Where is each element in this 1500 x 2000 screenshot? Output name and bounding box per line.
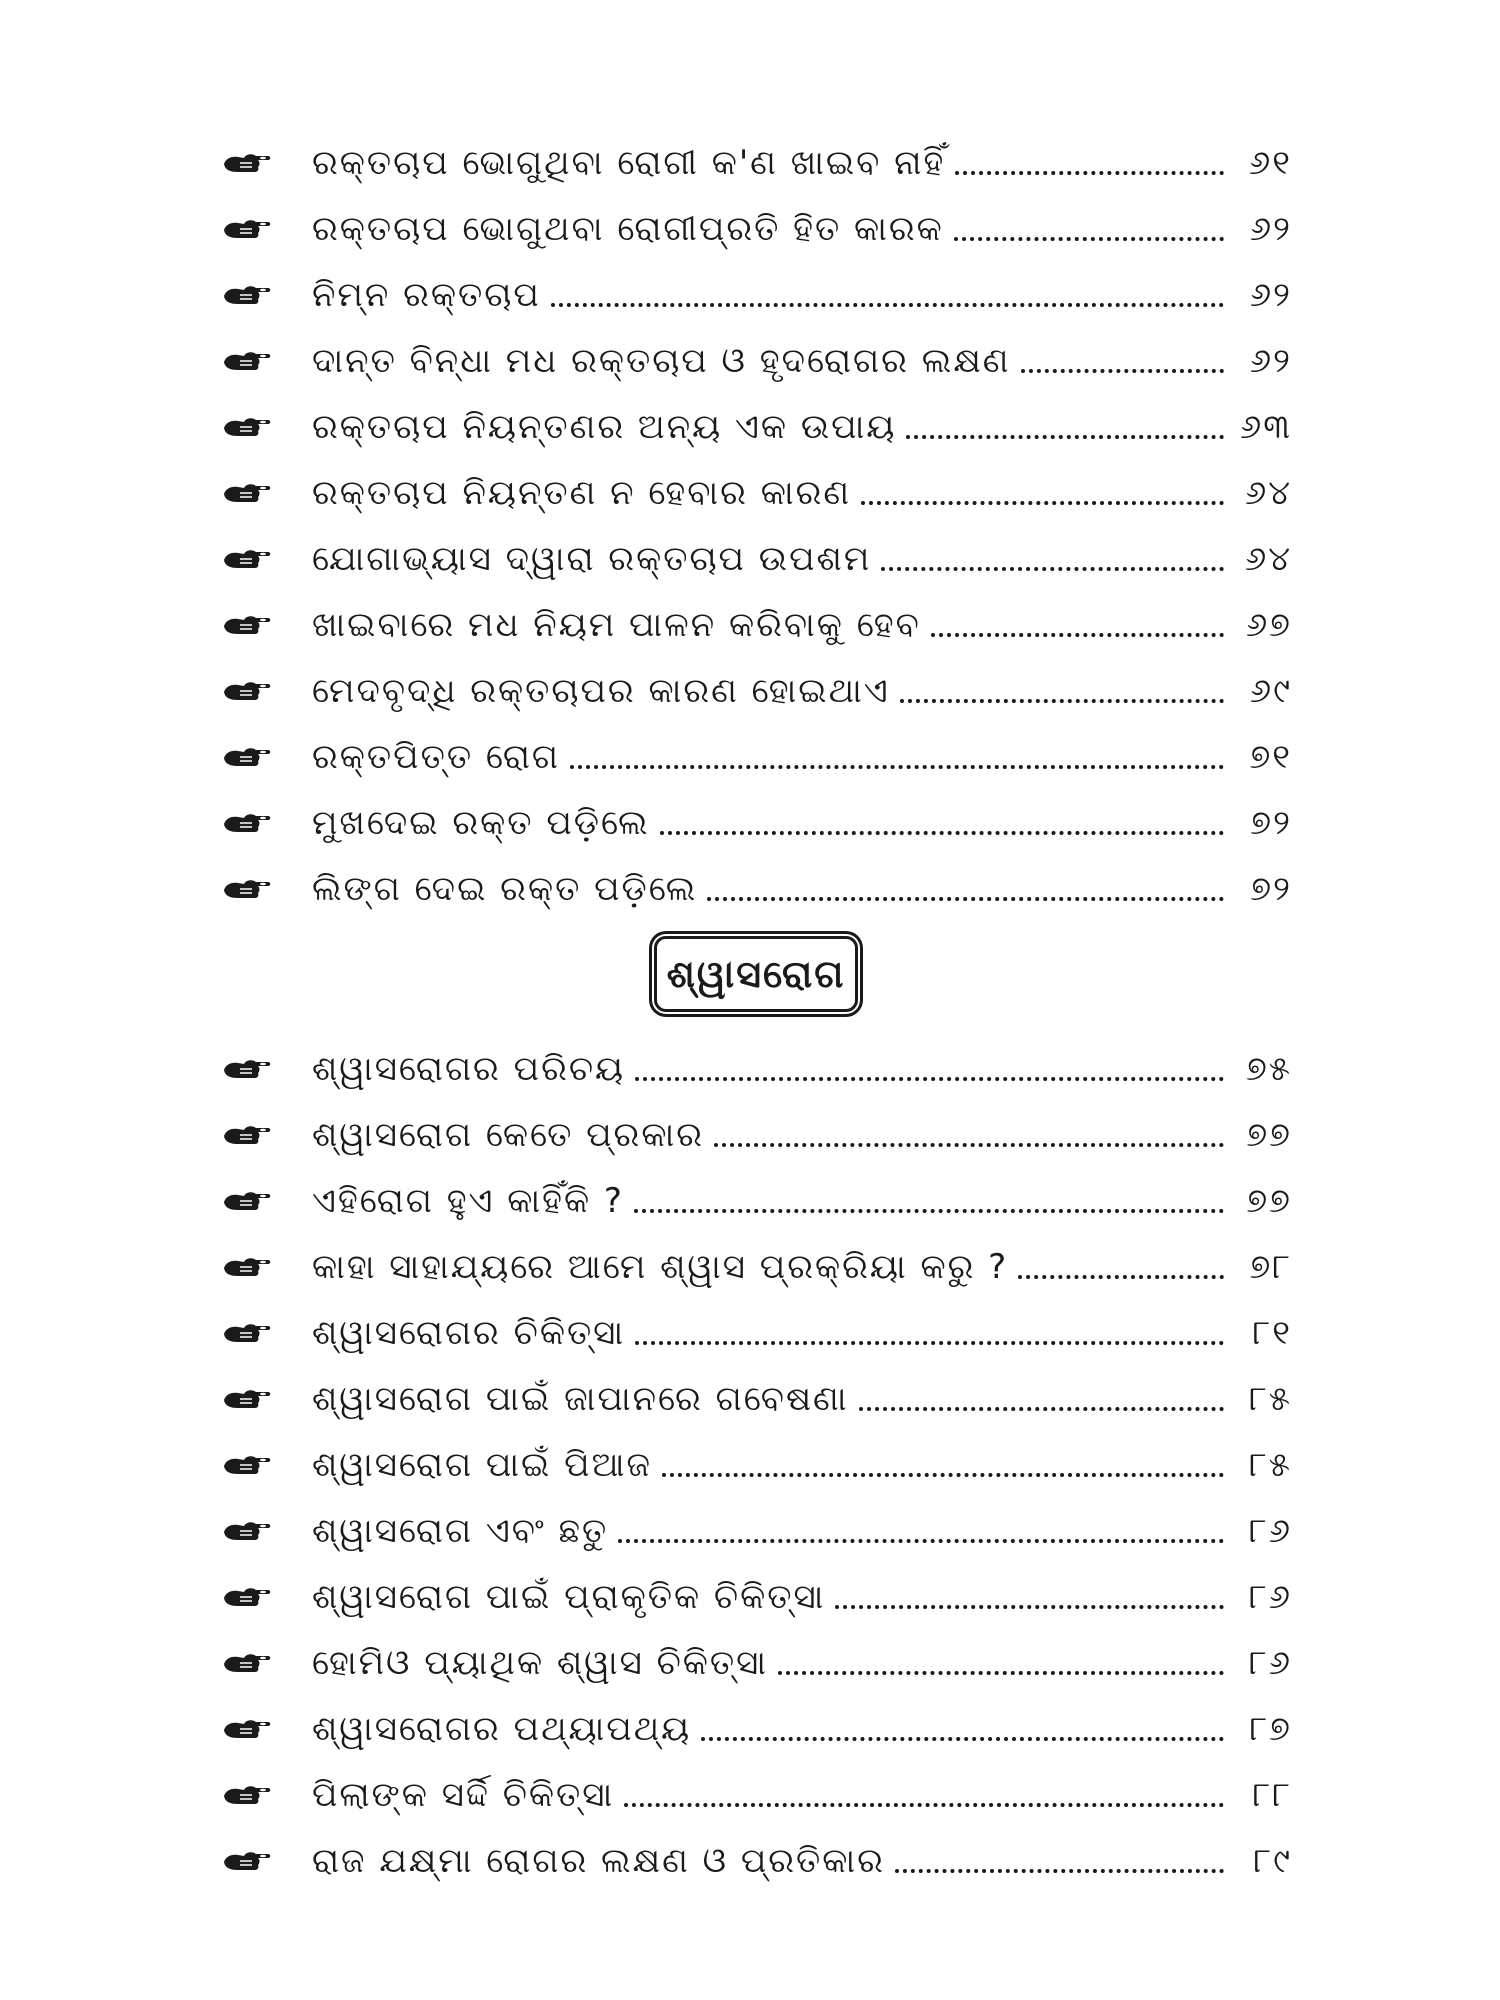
toc-entry: [0, 592, 1500, 658]
page-number: ୮୯: [1253, 1841, 1292, 1881]
page-number: ୮୫: [1249, 1445, 1292, 1485]
page-number: ୬୪: [1244, 539, 1292, 579]
pointing-hand-icon: [222, 348, 272, 374]
entry-title: ଶ୍ୱାସରୋଗ ପାଇଁ ପ୍ରାକୃତିକ ଚିକିତ୍ସା: [312, 1577, 826, 1617]
dot-leader: [900, 699, 1224, 703]
section-heading: ଶ୍ୱାସରୋଗ: [654, 936, 858, 1012]
page-number: ୬୨: [1249, 275, 1292, 315]
pointing-hand-icon: [222, 1122, 272, 1148]
toc-entry: [0, 262, 1500, 328]
entry-title: ଶ୍ୱାସରୋଗ ଏବଂ ଛତୁ: [312, 1511, 609, 1551]
entry-title: ଏହିରୋଗ ହୁଏ କାହିଁକି ?: [312, 1181, 624, 1221]
entry-title: ଶ୍ୱାସରୋଗର ପଥ୍ୟାପଥ୍ୟ: [312, 1709, 692, 1749]
toc-list-section-1: [0, 130, 1500, 922]
toc-entry: [0, 130, 1500, 196]
page-number: ୭୨: [1250, 869, 1292, 909]
pointing-hand-icon: [222, 1584, 272, 1610]
dot-leader: [835, 1605, 1224, 1609]
toc-entry: [0, 1036, 1500, 1102]
dot-leader: [701, 1737, 1224, 1741]
dot-leader: [906, 435, 1224, 439]
entry-title: ରକ୍ତଚାପ ଭୋଗୁଥିବା ରୋଗୀ କ'ଣ ଖାଇବ ନାହିଁ: [312, 143, 946, 183]
toc-entry: [0, 1498, 1500, 1564]
entry-title: ଶ୍ୱାସରୋଗର ପରିଚୟ: [312, 1049, 626, 1089]
entry-title: ରକ୍ତଚାପ ନିୟନ୍ତଣର ଅନ୍ୟ ଏକ ଉପାୟ: [312, 407, 897, 447]
toc-entry: [0, 724, 1500, 790]
dot-leader: [634, 1209, 1224, 1213]
entry-title: ଶ୍ୱାସରୋଗ ପାଇଁ ଜାପାନରେ ଗବେଷଣା: [312, 1379, 849, 1419]
pointing-hand-icon: [222, 1518, 272, 1544]
toc-entry: [0, 1828, 1500, 1894]
page-number: ୮୧: [1252, 1313, 1292, 1353]
page-number: ୭୧: [1249, 737, 1292, 777]
toc-entry: [0, 1762, 1500, 1828]
dot-leader: [551, 303, 1224, 307]
page-number: ୮୫: [1249, 1379, 1292, 1419]
dot-leader: [618, 1539, 1224, 1543]
page-number: ୭୫: [1245, 1049, 1292, 1089]
toc-list-section-2: [0, 1036, 1500, 1894]
dot-leader: [1021, 369, 1224, 373]
pointing-hand-icon: [222, 1386, 272, 1412]
page-number: ୬୧: [1248, 143, 1292, 183]
pointing-hand-icon: [222, 282, 272, 308]
entry-title: ଶ୍ୱାସରୋଗର ଚିକିତ୍ସା: [312, 1313, 626, 1353]
page-number: ୭୭: [1246, 1181, 1292, 1221]
pointing-hand-icon: [222, 1650, 272, 1676]
entry-title: କାହା ସାହାଯ୍ୟରେ ଆମେ ଶ୍ୱାସ ପ୍ରକ୍ରିୟା କରୁ ?: [312, 1247, 1009, 1287]
pointing-hand-icon: [222, 1782, 272, 1808]
toc-entry: [0, 196, 1500, 262]
entry-title: ଯୋଗାଭ୍ୟାସ ଦ୍ୱାରା ରକ୍ତଚାପ ଉପଶମ: [312, 539, 872, 579]
toc-entry: [0, 1300, 1500, 1366]
toc-entry: [0, 790, 1500, 856]
toc-entry: [0, 658, 1500, 724]
dot-leader: [778, 1671, 1224, 1675]
page-number: ୮୮: [1252, 1775, 1292, 1815]
toc-entry: [0, 394, 1500, 460]
page-number: ୮୬: [1248, 1511, 1292, 1551]
page-number: ୭୭: [1246, 1115, 1292, 1155]
dot-leader: [662, 1473, 1224, 1477]
page-number: ୬୯: [1249, 671, 1292, 711]
dot-leader: [881, 567, 1224, 571]
page-number: ୮୬: [1248, 1577, 1292, 1617]
entry-title: ନିମ୍ନ ରକ୍ତଚାପ: [312, 275, 541, 315]
pointing-hand-icon: [222, 1188, 272, 1214]
toc-entry: [0, 1696, 1500, 1762]
page-number: ୬୭: [1245, 605, 1292, 645]
toc-entry: [0, 1102, 1500, 1168]
dot-leader: [635, 1077, 1224, 1081]
dot-leader: [954, 237, 1224, 241]
pointing-hand-icon: [222, 150, 272, 176]
pointing-hand-icon: [222, 480, 272, 506]
entry-title: ରକ୍ତଚାପ ନିୟନ୍ତଣ ନ ହେବାର କାରଣ: [312, 473, 852, 513]
toc-entry: [0, 460, 1500, 526]
toc-entry: [0, 1564, 1500, 1630]
toc-entry: [0, 328, 1500, 394]
dot-leader: [635, 1341, 1224, 1345]
entry-title: ଲିଙ୍ଗ ଦେଇ ରକ୍ତ ପଡ଼ିଲେ: [312, 869, 698, 909]
dot-leader: [895, 1869, 1224, 1873]
pointing-hand-icon: [222, 1848, 272, 1874]
pointing-hand-icon: [222, 744, 272, 770]
entry-title: ମେଦବୃଦ୍ଧି ରକ୍ତଚାପର କାରଣ ହୋଇଥାଏ: [312, 671, 890, 711]
toc-entry: [0, 526, 1500, 592]
entry-title: ରାଜ ଯକ୍ଷ୍ମା ରୋଗର ଲକ୍ଷଣ ଓ ପ୍ରତିକାର: [312, 1841, 885, 1881]
dot-leader: [931, 633, 1224, 637]
page-number: ୬୨: [1249, 341, 1292, 381]
pointing-hand-icon: [222, 612, 272, 638]
dot-leader: [1018, 1275, 1224, 1279]
pointing-hand-icon: [222, 1452, 272, 1478]
entry-title: ଶ୍ୱାସରୋଗ କେତେ ପ୍ରକାର: [312, 1115, 704, 1155]
dot-leader: [859, 1407, 1225, 1411]
dot-leader: [624, 1803, 1224, 1807]
dot-leader: [714, 1143, 1224, 1147]
entry-title: ପିଲାଙ୍କ ସର୍ଦ୍ଦି ଚିକିତ୍ସା: [312, 1775, 615, 1815]
entry-title: ଶ୍ୱାସରୋଗ ପାଇଁ ପିଆଜ: [312, 1445, 652, 1485]
pointing-hand-icon: [222, 1056, 272, 1082]
page-number: ୬୩: [1239, 407, 1292, 447]
toc-entry: [0, 856, 1500, 922]
page-number: ୭୮: [1249, 1247, 1292, 1287]
entry-title: ଖାଇବାରେ ମଧ ନିୟମ ପାଳନ କରିବାକୁ ହେବ: [312, 605, 921, 645]
entry-title: ରକ୍ତପିତ୍ତ ରୋଗ: [312, 737, 561, 777]
page-number: ୭୨: [1250, 803, 1292, 843]
pointing-hand-icon: [222, 1254, 272, 1280]
page-number: ୬୪: [1244, 473, 1292, 513]
dot-leader: [660, 831, 1224, 835]
toc-entry: [0, 1168, 1500, 1234]
entry-title: ରକ୍ତଚାପ ଭୋଗୁଥବା ରୋଗୀପ୍ରତି ହିତ କାରକ: [312, 209, 944, 249]
page-number: ୬୨: [1249, 209, 1292, 249]
pointing-hand-icon: [222, 876, 272, 902]
dot-leader: [955, 171, 1224, 175]
entry-title: ଦାନ୍ତ ବିନ୍ଧା ମଧ ରକ୍ତଚାପ ଓ ହୃଦରୋଗର ଲକ୍ଷଣ: [312, 341, 1011, 381]
pointing-hand-icon: [222, 414, 272, 440]
page-number: ୮୬: [1248, 1643, 1292, 1683]
dot-leader: [861, 501, 1224, 505]
pointing-hand-icon: [222, 678, 272, 704]
pointing-hand-icon: [222, 546, 272, 572]
toc-entry: [0, 1366, 1500, 1432]
pointing-hand-icon: [222, 810, 272, 836]
dot-leader: [570, 765, 1224, 769]
pointing-hand-icon: [222, 1320, 272, 1346]
toc-entry: [0, 1234, 1500, 1300]
pointing-hand-icon: [222, 216, 272, 242]
entry-title: ହୋମିଓ ପ୍ୟାଥିକ ଶ୍ୱାସ ଚିକିତ୍ସା: [312, 1643, 769, 1683]
page-number: ୮୭: [1249, 1709, 1292, 1749]
entry-title: ମୁଖଦେଇ ରକ୍ତ ପଡ଼ିଲେ: [312, 803, 650, 843]
toc-entry: [0, 1432, 1500, 1498]
pointing-hand-icon: [222, 1716, 272, 1742]
toc-entry: [0, 1630, 1500, 1696]
dot-leader: [707, 897, 1224, 901]
